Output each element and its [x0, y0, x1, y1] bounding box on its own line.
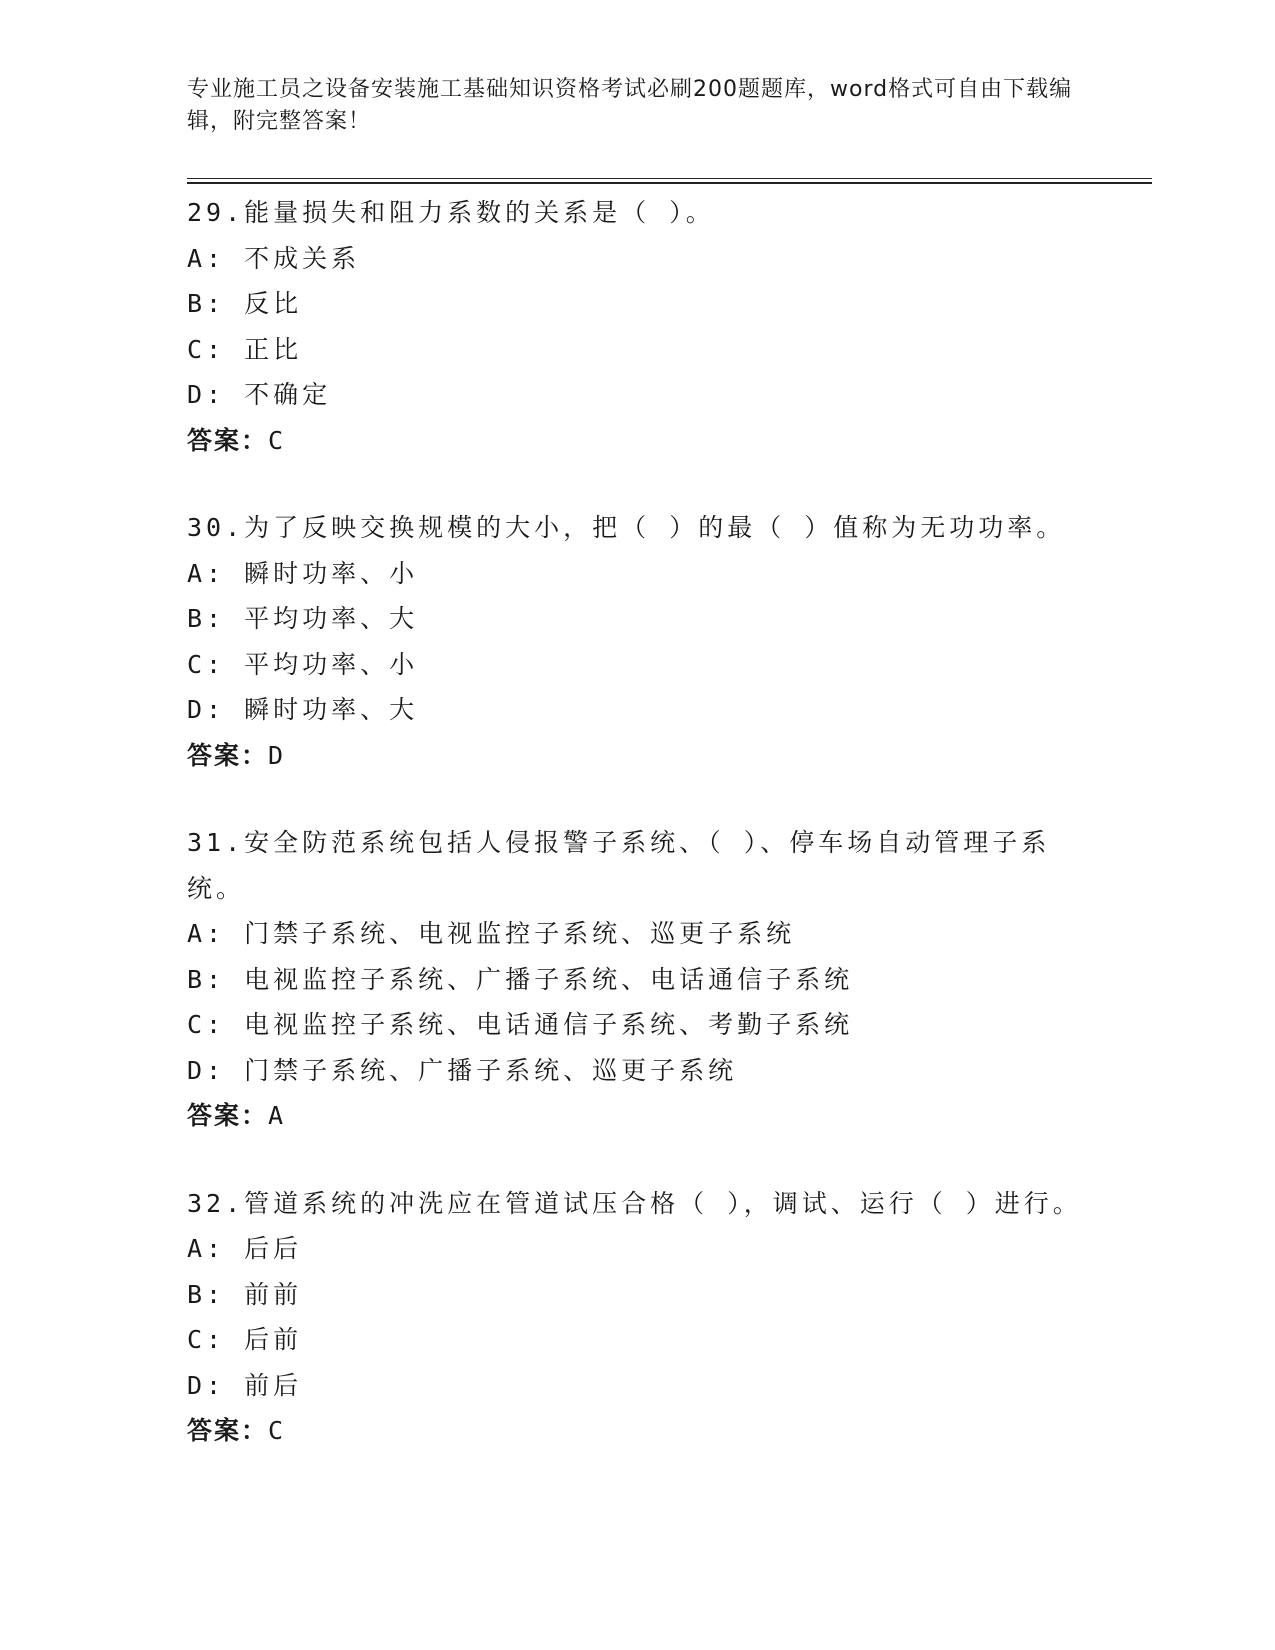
option-b: B: 反比 [187, 289, 303, 318]
header-divider [187, 178, 1152, 184]
question-list [187, 190, 1087, 1496]
question-stem: 30.为了反映交换规模的大小，把（ ）的最（ ）值称为无功功率。 [187, 513, 1066, 542]
question-stem: 31.安全防范系统包括人侵报警子系统、（ ）、停车场自动管理子系统。 [187, 828, 1051, 903]
answer-label: 答案： [187, 1101, 269, 1130]
option-c: C: 后前 [187, 1325, 303, 1354]
option-d: D: 前后 [187, 1370, 303, 1400]
option-b: B: 前前 [187, 1279, 303, 1309]
option-a: A: 门禁子系统、电视监控子系统、巡更子系统 [187, 919, 796, 948]
answer-value: C [268, 1416, 286, 1445]
question-30 [187, 505, 1087, 778]
option-a: A: 不成关系 [187, 243, 361, 273]
answer-label: 答案： [187, 740, 269, 770]
option-a: A: 瞬时功率、小 [187, 558, 419, 588]
question-31 [187, 820, 1087, 1139]
option-a: A: 后后 [187, 1234, 303, 1263]
option-b: B: 电视监控子系统、广播子系统、电话通信子系统 [187, 964, 854, 994]
option-d: D: 瞬时功率、大 [187, 695, 419, 724]
option-d: D: 门禁子系统、广播子系统、巡更子系统 [187, 1055, 738, 1085]
answer-line [187, 418, 1087, 464]
question-32 [187, 1181, 1087, 1454]
answer-label: 答案： [187, 425, 269, 455]
answer-value: D [268, 740, 286, 770]
option-c: C: 平均功率、小 [187, 649, 419, 679]
option-b: B: 平均功率、大 [187, 604, 419, 633]
answer-line [187, 733, 1087, 779]
question-stem: 29.能量损失和阻力系数的关系是（ ）。 [187, 198, 715, 227]
question-29 [187, 190, 1087, 463]
option-c: C: 正比 [187, 334, 303, 364]
answer-value: C [268, 425, 286, 455]
question-stem: 32.管道系统的冲洗应在管道试压合格（ ），调试、运行（ ）进行。 [187, 1188, 1082, 1218]
answer-value: A [268, 1101, 286, 1130]
answer-label: 答案： [187, 1416, 269, 1445]
answer-line [187, 1408, 1087, 1454]
answer-line [187, 1093, 1087, 1139]
option-d: D: 不确定 [187, 380, 332, 409]
option-c: C: 电视监控子系统、电话通信子系统、考勤子系统 [187, 1010, 854, 1039]
document-header: 专业施工员之设备安装施工基础知识资格考试必刷200题题库，word格式可自由下载编辑，附完整答案！ [187, 77, 1073, 134]
